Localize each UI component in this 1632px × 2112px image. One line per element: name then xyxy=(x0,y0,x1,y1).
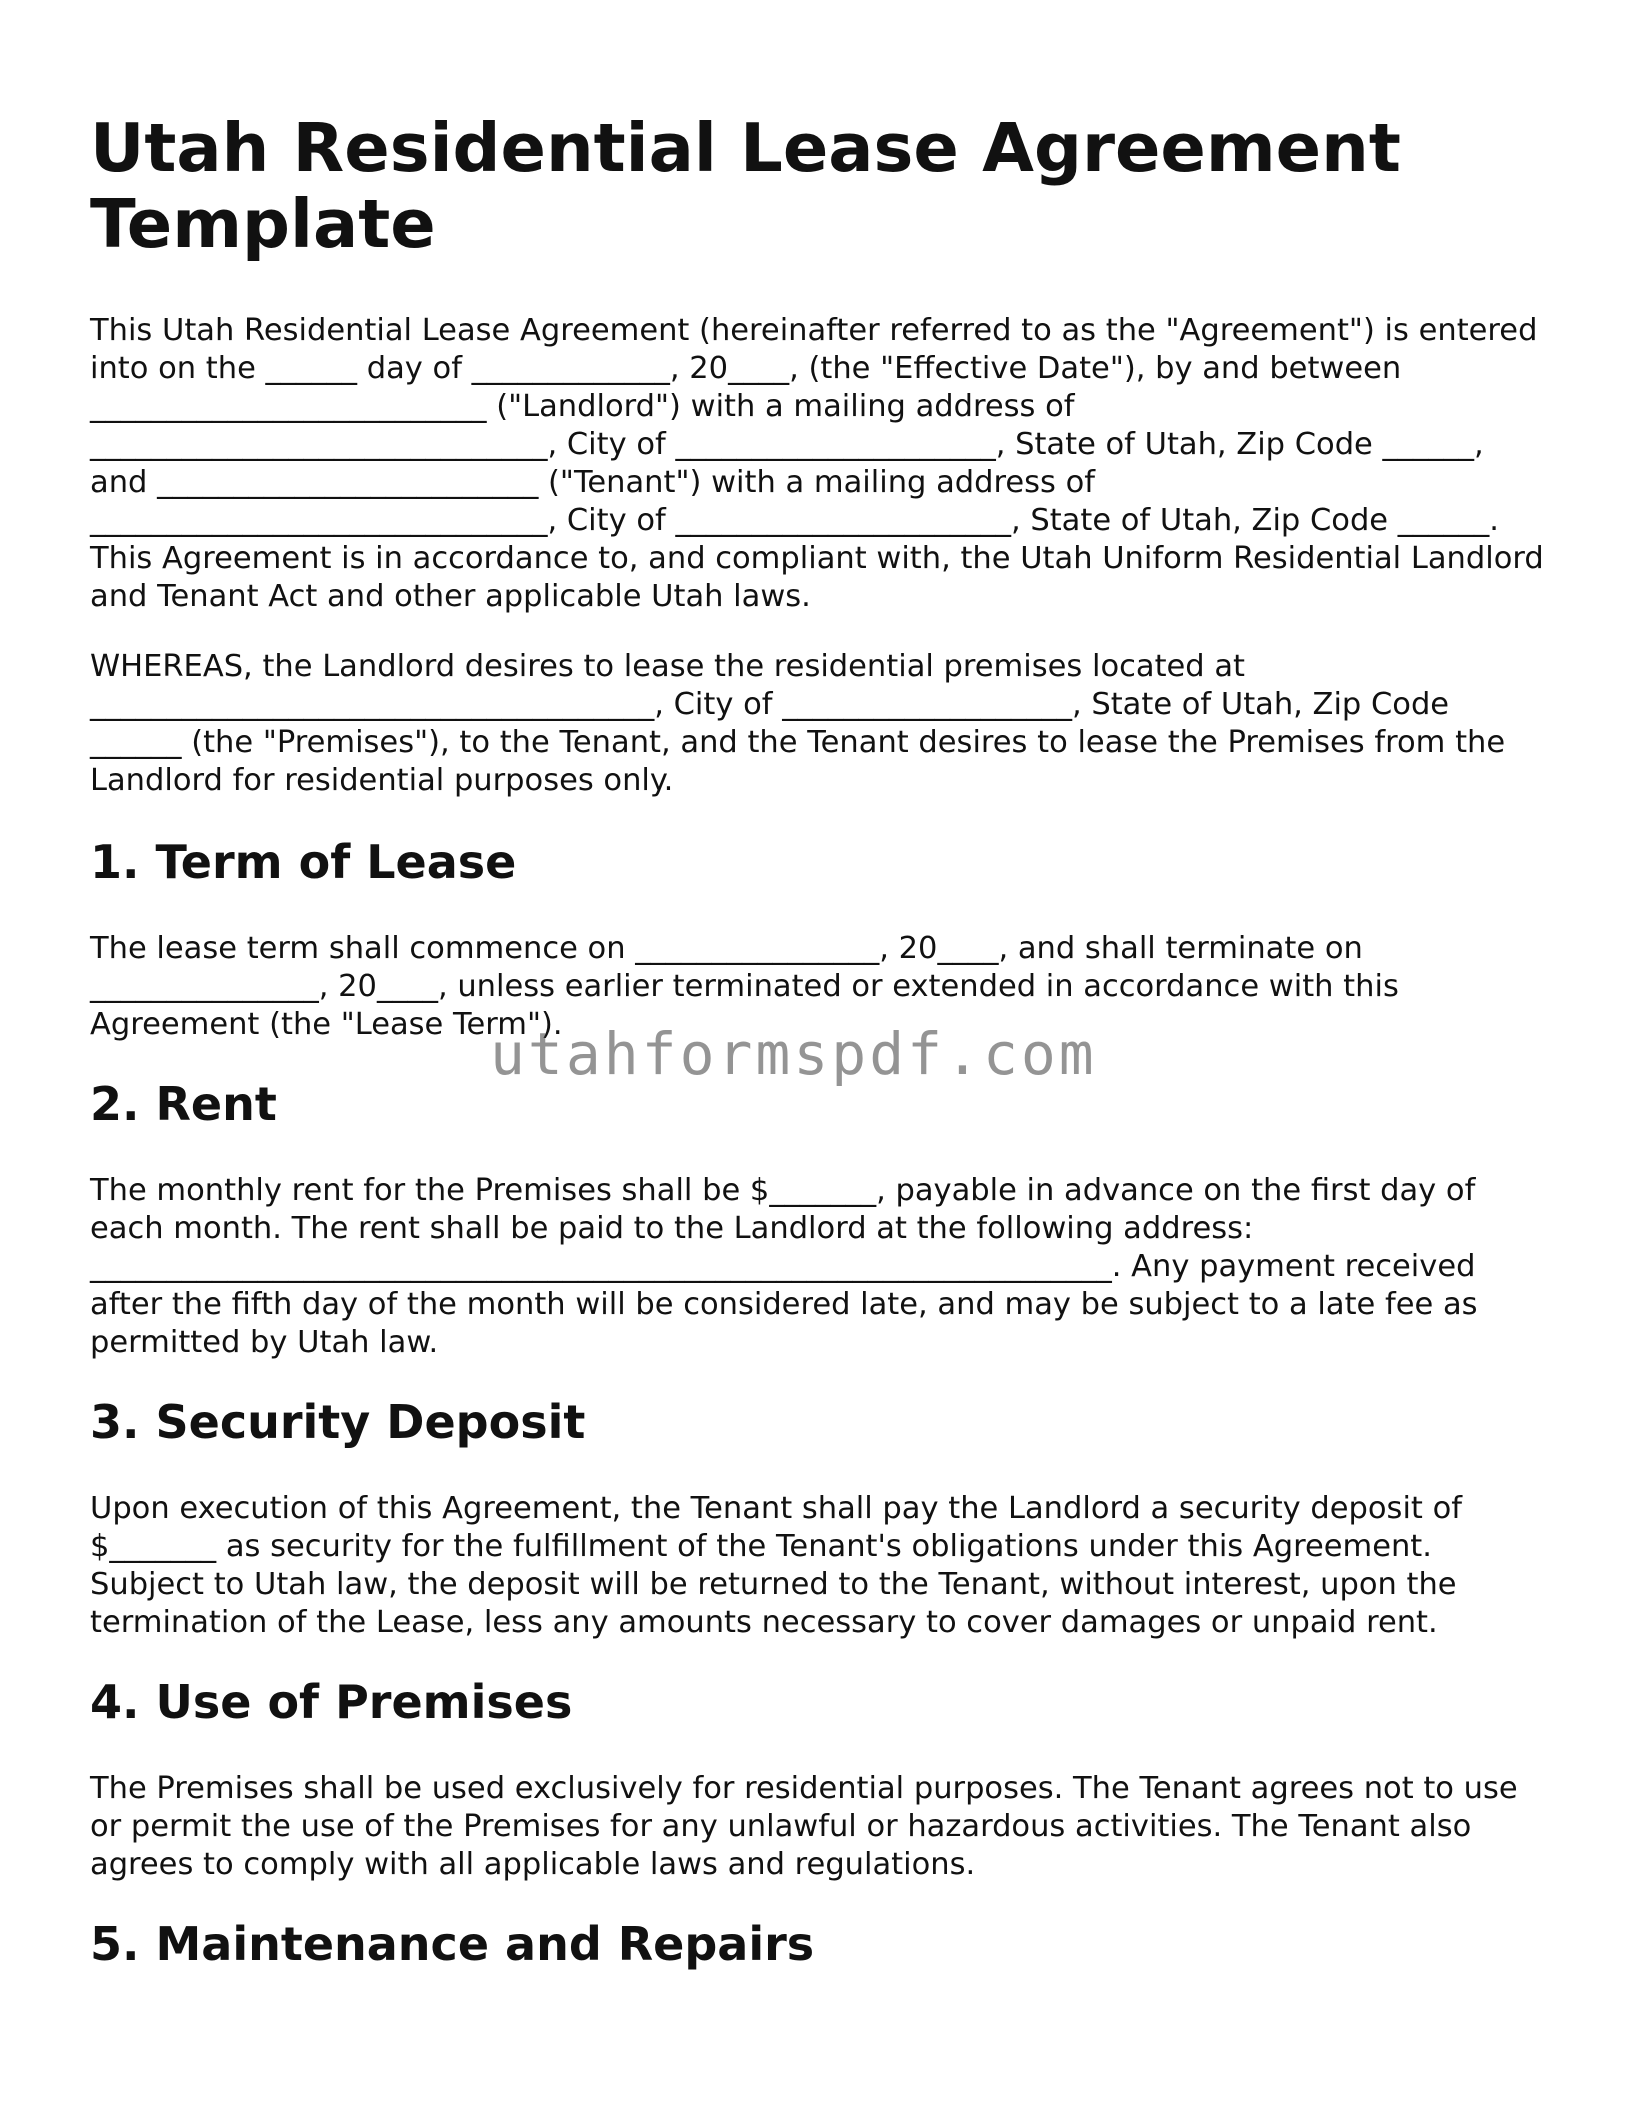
watermark: utahformspdf.com xyxy=(490,1020,1097,1088)
section-body-term: The lease term shall commence on ________________, 20____, and shall terminate on _______________, 20____, unless earlier terminated or extended in accordance with this Agreement (the "Lease Term"). xyxy=(90,931,1399,1042)
section-body-security-deposit: Upon execution of this Agreement, the Tenant shall pay the Landlord a security deposit of $_______ as security for the fulfillment of the Tenant's obligations under this Agreement. Subject to Utah law, the deposit will be returned to the Tenant, without interest, upon the termination of the Lease, less any amounts necessary to cover damages or unpaid rent. xyxy=(90,1491,1462,1640)
document-title: Utah Residential Lease Agreement Template xyxy=(90,109,1401,263)
section-heading-rent: 2. Rent xyxy=(90,1077,277,1131)
section-heading-use-of-premises: 4. Use of Premises xyxy=(90,1675,573,1729)
section-heading-maintenance: 5. Maintenance and Repairs xyxy=(90,1917,815,1971)
section-heading-security-deposit: 3. Security Deposit xyxy=(90,1395,586,1449)
section-body-rent: The monthly rent for the Premises shall be $_______, payable in advance on the first day of each month. The rent shall be paid to the Landlord at the following address: ___________________________________________________________________. Any payment received after the fifth day of the month will be considered late, and may be subject to a late fee as permitted by Utah law. xyxy=(90,1173,1478,1360)
section-heading-term: 1. Term of Lease xyxy=(90,835,517,889)
whereas-paragraph: WHEREAS, the Landlord desires to lease the residential premises located at _____________________________________, City of ___________________, State of Utah, Zip Code ______ (the "Premises"), to the Tenant, and the Tenant desires to lease the Premises from the Landlord for residential purposes only. xyxy=(90,649,1506,798)
section-body-use-of-premises: The Premises shall be used exclusively for residential purposes. The Tenant agrees not to use or permit the use of the Premises for any unlawful or hazardous activities. The Tenant also agrees to comply with all applicable laws and regulations. xyxy=(90,1771,1518,1882)
intro-paragraph: This Utah Residential Lease Agreement (hereinafter referred to as the "Agreement") is entered into on the ______ day of _____________, 20____, (the "Effective Date"), by and between __________________________ ("Landlord") with a mailing address of ______________________________, City of _____________________, State of Utah, Zip Code ______, and _________________________ ("Tenant") with a mailing address of ______________________________, City of ______________________, State of Utah, Zip Code ______. This Agreement is in accordance to, and compliant with, the Utah Uniform Residential Landlord and Tenant Act and other applicable Utah laws. xyxy=(90,313,1544,614)
document-page xyxy=(90,110,1550,2012)
